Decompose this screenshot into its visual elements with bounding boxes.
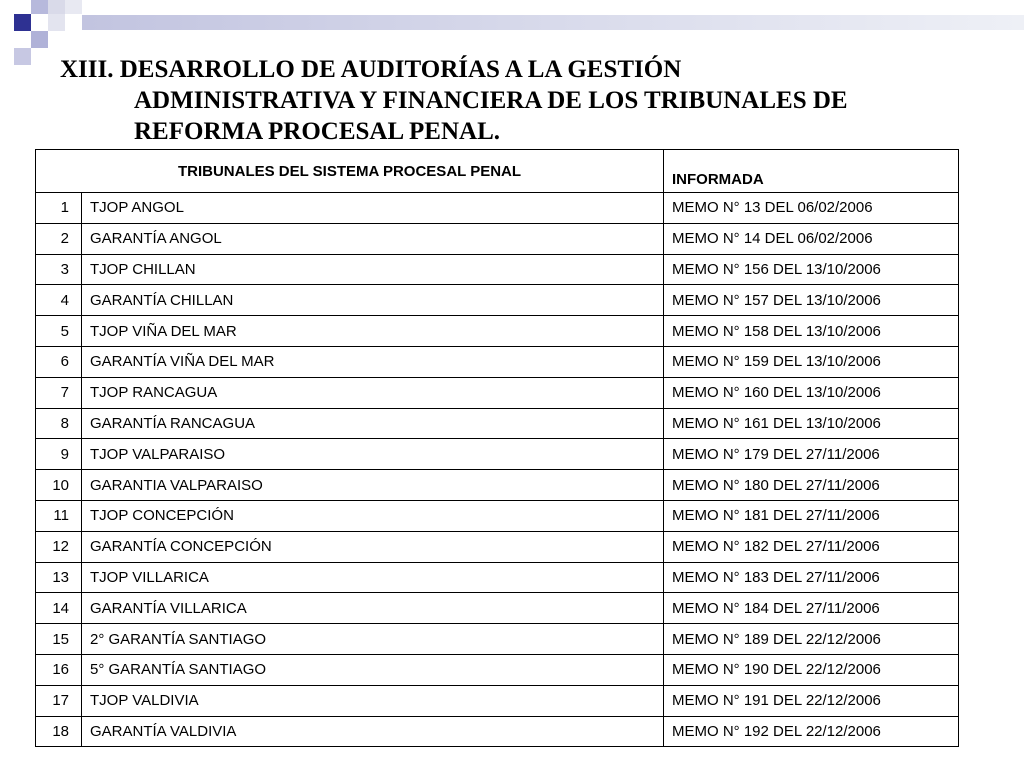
row-number: 1: [36, 193, 82, 224]
memo-reference: MEMO N° 179 DEL 27/11/2006: [664, 439, 959, 470]
tribunal-name: 5° GARANTÍA SANTIAGO: [82, 654, 664, 685]
memo-reference: MEMO N° 13 DEL 06/02/2006: [664, 193, 959, 224]
row-number: 6: [36, 346, 82, 377]
row-number: 13: [36, 562, 82, 593]
row-number: 12: [36, 531, 82, 562]
table-row: [36, 285, 959, 316]
row-number: 5: [36, 316, 82, 347]
table-row: [36, 223, 959, 254]
table-row: [36, 346, 959, 377]
memo-reference: MEMO N° 161 DEL 13/10/2006: [664, 408, 959, 439]
memo-reference: MEMO N° 190 DEL 22/12/2006: [664, 654, 959, 685]
memo-reference: MEMO N° 156 DEL 13/10/2006: [664, 254, 959, 285]
table-row: [36, 624, 959, 655]
decor-square: [31, 31, 48, 48]
page-title: [60, 54, 980, 147]
row-number: 4: [36, 285, 82, 316]
table-row: [36, 716, 959, 747]
memo-reference: MEMO N° 184 DEL 27/11/2006: [664, 593, 959, 624]
table-row: [36, 316, 959, 347]
row-number: 15: [36, 624, 82, 655]
memo-reference: MEMO N° 180 DEL 27/11/2006: [664, 470, 959, 501]
row-number: 17: [36, 685, 82, 716]
table-row: [36, 654, 959, 685]
tribunal-name: TJOP VALPARAISO: [82, 439, 664, 470]
memo-reference: MEMO N° 191 DEL 22/12/2006: [664, 685, 959, 716]
decor-top-bar: [82, 15, 1024, 30]
tribunal-name: TJOP VALDIVIA: [82, 685, 664, 716]
row-number: 7: [36, 377, 82, 408]
header-tribunales: TRIBUNALES DEL SISTEMA PROCESAL PENAL: [36, 150, 664, 193]
row-number: 8: [36, 408, 82, 439]
table-row: [36, 377, 959, 408]
row-number: 16: [36, 654, 82, 685]
table-row: [36, 439, 959, 470]
tribunal-name: GARANTÍA VALDIVIA: [82, 716, 664, 747]
table-row: [36, 470, 959, 501]
tribunal-name: TJOP CONCEPCIÓN: [82, 500, 664, 531]
table-body: [36, 193, 959, 747]
tribunal-name: GARANTÍA ANGOL: [82, 223, 664, 254]
memo-reference: MEMO N° 157 DEL 13/10/2006: [664, 285, 959, 316]
table-header-row: [36, 150, 959, 193]
tribunal-name: GARANTÍA VILLARICA: [82, 593, 664, 624]
table-row: [36, 685, 959, 716]
memo-reference: MEMO N° 189 DEL 22/12/2006: [664, 624, 959, 655]
table-row: [36, 408, 959, 439]
memo-reference: MEMO N° 181 DEL 27/11/2006: [664, 500, 959, 531]
memo-reference: MEMO N° 160 DEL 13/10/2006: [664, 377, 959, 408]
title-line-2: ADMINISTRATIVA Y FINANCIERA DE LOS TRIBUNALES DE: [134, 87, 848, 114]
memo-reference: MEMO N° 158 DEL 13/10/2006: [664, 316, 959, 347]
memo-reference: MEMO N° 159 DEL 13/10/2006: [664, 346, 959, 377]
table-row: [36, 254, 959, 285]
row-number: 9: [36, 439, 82, 470]
memo-reference: MEMO N° 182 DEL 27/11/2006: [664, 531, 959, 562]
tribunal-name: GARANTÍA CONCEPCIÓN: [82, 531, 664, 562]
tribunal-name: GARANTÍA VIÑA DEL MAR: [82, 346, 664, 377]
table-row: [36, 500, 959, 531]
tribunal-name: GARANTIA VALPARAISO: [82, 470, 664, 501]
tribunal-name: 2° GARANTÍA SANTIAGO: [82, 624, 664, 655]
decor-square: [14, 48, 31, 65]
table-row: [36, 562, 959, 593]
row-number: 2: [36, 223, 82, 254]
row-number: 3: [36, 254, 82, 285]
table-row: [36, 531, 959, 562]
table-row: [36, 193, 959, 224]
tribunal-name: GARANTÍA RANCAGUA: [82, 408, 664, 439]
decor-square: [65, 0, 82, 14]
decor-square: [48, 14, 65, 31]
row-number: 11: [36, 500, 82, 531]
row-number: 10: [36, 470, 82, 501]
title-line-3: REFORMA PROCESAL PENAL.: [134, 118, 501, 145]
memo-reference: MEMO N° 192 DEL 22/12/2006: [664, 716, 959, 747]
table-row: [36, 593, 959, 624]
decor-square: [14, 14, 31, 31]
title-line-1: XIII. DESARROLLO DE AUDITORÍAS A LA GESTIÓN: [60, 56, 682, 83]
tribunal-name: TJOP RANCAGUA: [82, 377, 664, 408]
tribunales-table: [35, 149, 959, 747]
tribunal-name: TJOP VIÑA DEL MAR: [82, 316, 664, 347]
tribunal-name: TJOP CHILLAN: [82, 254, 664, 285]
tribunal-name: TJOP VILLARICA: [82, 562, 664, 593]
header-informada: INFORMADA: [664, 150, 959, 193]
decor-square: [48, 0, 65, 14]
decor-square: [31, 0, 48, 14]
memo-reference: MEMO N° 14 DEL 06/02/2006: [664, 223, 959, 254]
memo-reference: MEMO N° 183 DEL 27/11/2006: [664, 562, 959, 593]
row-number: 14: [36, 593, 82, 624]
tribunal-name: GARANTÍA CHILLAN: [82, 285, 664, 316]
row-number: 18: [36, 716, 82, 747]
tribunal-name: TJOP ANGOL: [82, 193, 664, 224]
